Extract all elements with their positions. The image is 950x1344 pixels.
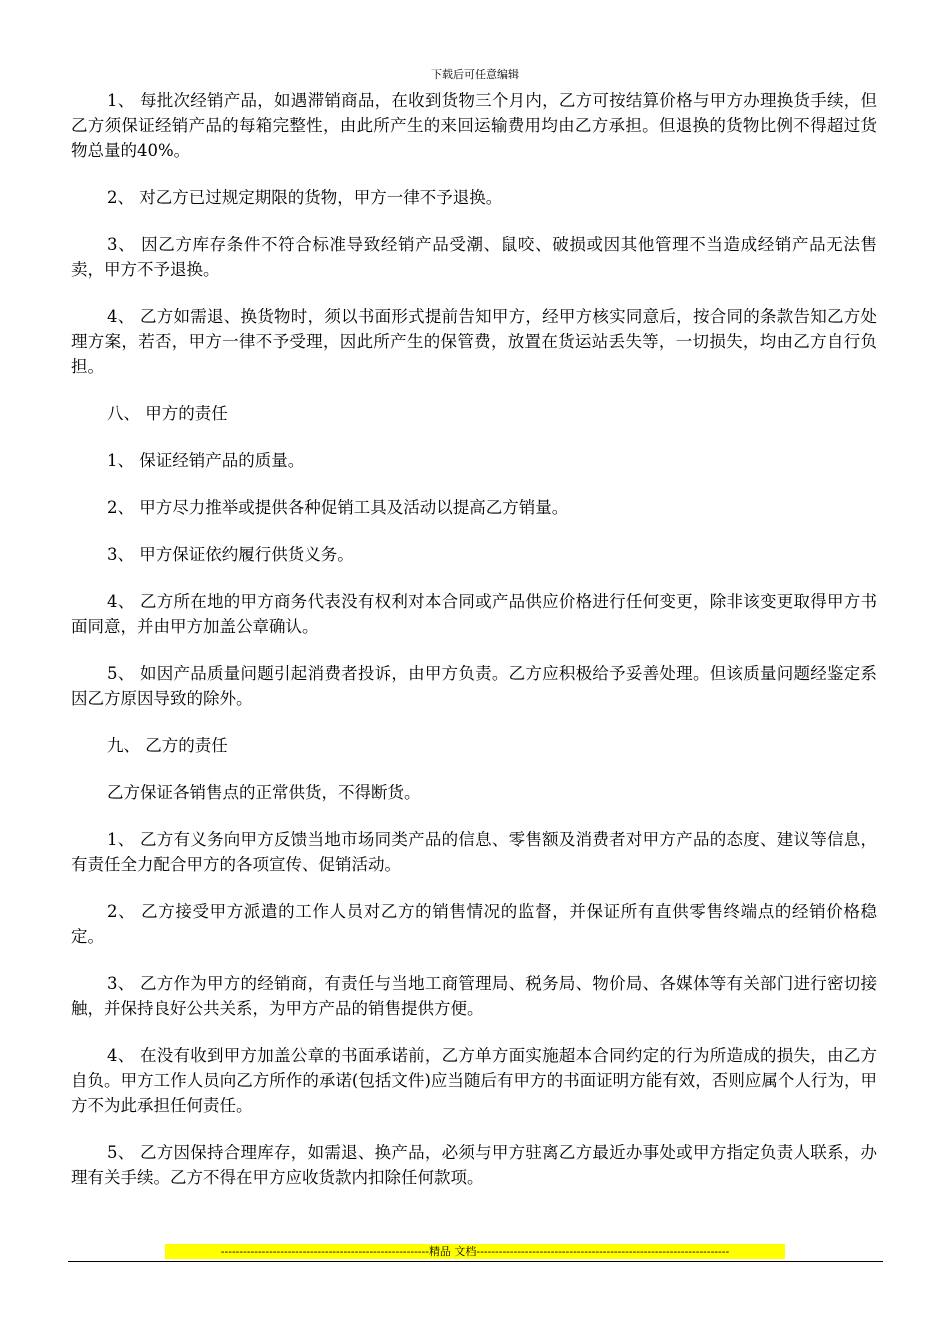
paragraph: 4、 乙方如需退、换货物时，须以书面形式提前告知甲方，经甲方核实同意后，按合同的条款告知乙方处理方案，若否，甲方一律不予受理，因此所产生的保管费，放置在货运站丢失等，一切损失，均由乙方自行负担。: [71, 307, 877, 376]
paragraph: 3、 甲方保证依约履行供货义务。: [107, 545, 354, 564]
section-heading: 九、 乙方的责任: [107, 736, 228, 755]
paragraph: 3、 因乙方库存条件不符合标准导致经销产品受潮、鼠咬、破损或因其他管理不当造成经销产品无法售卖，甲方不予退换。: [71, 235, 877, 279]
paragraph: 2、 对乙方已过规定期限的货物，甲方一律不予退换。: [107, 188, 503, 207]
paragraph: 3、 乙方作为甲方的经销商，有责任与当地工商管理局、税务局、物价局、各媒体等有关部门进行密切接触，并保持良好公共关系，为甲方产品的销售提供方便。: [71, 974, 877, 1018]
header-note: 下载后可任意编辑: [431, 68, 519, 81]
paragraph: 2、 甲方尽力推举或提供各种促销工具及活动以提高乙方销量。: [107, 498, 569, 517]
footer-divider: [68, 1261, 883, 1262]
footer-watermark: --------------------------------------------------------精品 文档--------------------------------------------------------------------: [165, 1244, 785, 1259]
paragraph: 4、 乙方所在地的甲方商务代表没有权利对本合同或产品供应价格进行任何变更，除非该变更取得甲方书面同意，并由甲方加盖公章确认。: [71, 592, 877, 636]
contract-body: [71, 88, 877, 1212]
paragraph: 5、 乙方因保持合理库存，如需退、换产品，必须与甲方驻离乙方最近办事处或甲方指定负责人联系，办理有关手续。乙方不得在甲方应收货款内扣除任何款项。: [71, 1143, 877, 1187]
paragraph: 5、 如因产品质量问题引起消费者投诉，由甲方负责。乙方应积极给予妥善处理。但该质量问题经鉴定系因乙方原因导致的除外。: [71, 664, 877, 708]
paragraph: 1、 每批次经销产品，如遇滞销商品，在收到货物三个月内，乙方可按结算价格与甲方办理换货手续，但乙方须保证经销产品的每箱完整性，由此所产生的来回运输费用均由乙方承担。但退换的货物比例不得超过货物总量的40%。: [71, 91, 877, 160]
paragraph: 1、 乙方有义务向甲方反馈当地市场同类产品的信息、零售额及消费者对甲方产品的态度、建议等信息，有责任全力配合甲方的各项宣传、促销活动。: [71, 830, 877, 874]
paragraph: 1、 保证经销产品的质量。: [107, 451, 305, 470]
section-heading: 八、 甲方的责任: [107, 404, 228, 423]
paragraph: 乙方保证各销售点的正常供货，不得断货。: [107, 783, 421, 802]
paragraph: 2、 乙方接受甲方派遣的工作人员对乙方的销售情况的监督，并保证所有直供零售终端点的经销价格稳定。: [71, 902, 877, 946]
paragraph: 4、 在没有收到甲方加盖公章的书面承诺前，乙方单方面实施超本合同约定的行为所造成的损失，由乙方自负。甲方工作人员向乙方所作的承诺(包括文件)应当随后有甲方的书面证明方能有效，否则应属个人行为，甲方不为此承担任何责任。: [71, 1046, 877, 1115]
